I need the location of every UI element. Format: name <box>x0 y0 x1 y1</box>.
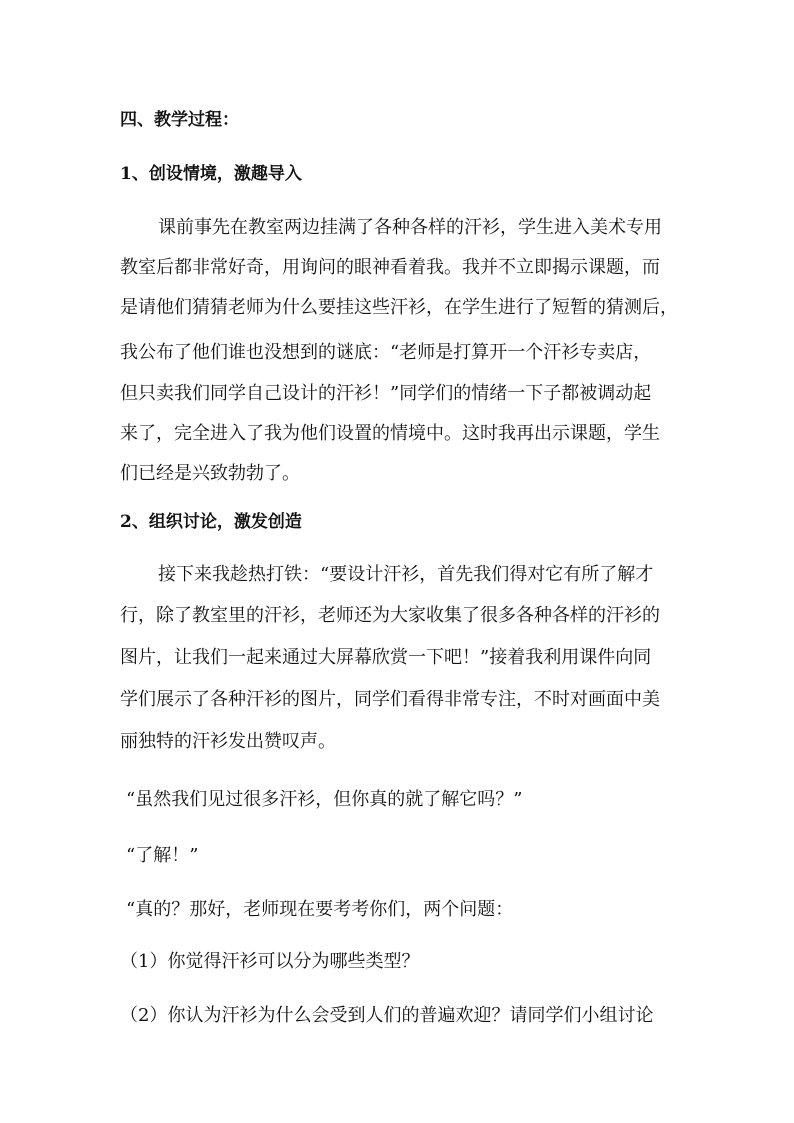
paragraph-1-line-6: 来了，完全进入了我为他们设置的情境中。这时我再出示课题，学生 <box>120 423 660 444</box>
paragraph-2-line-3: 图片，让我们一起来通过大屏幕欣赏一下吧！”接着我利用课件向同 <box>120 647 652 668</box>
question-2: （2）你认为汗衫为什么会受到人们的普遍欢迎？请同学们小组讨论 <box>120 1005 654 1026</box>
paragraph-1-line-1: 课前事先在教室两边挂满了各种各样的汗衫，学生进入美术专用 <box>158 217 662 238</box>
paragraph-1-line-3: 是请他们猜猜老师为什么要挂这些汗衫，在学生进行了短暂的猜测后， <box>120 297 678 318</box>
paragraph-2-line-2: 行，除了教室里的汗衫，老师还为大家收集了很多各种各样的汗衫的 <box>120 605 660 626</box>
subsection-1-title: 1、创设情境，激趣导入 <box>120 164 302 184</box>
paragraph-2-line-5: 丽独特的汗衫发出赞叹声。 <box>120 731 336 752</box>
paragraph-1-line-2: 教室后都非常好奇，用询问的眼神看着我。我并不立即揭示课题，而 <box>120 257 660 278</box>
question-1: （1）你觉得汗衫可以分为哪些类型？ <box>120 951 420 972</box>
paragraph-1-line-7: 们已经是兴致勃勃了。 <box>120 463 300 484</box>
subsection-2-title: 2、组织讨论，激发创造 <box>120 512 302 532</box>
dialogue-line-1: “虽然我们见过很多汗衫，但你真的就了解它吗？” <box>126 789 523 810</box>
dialogue-line-3: “真的？那好，老师现在要考考你们，两个问题： <box>126 899 514 920</box>
paragraph-1-line-4: 我公布了他们谁也没想到的谜底：“老师是打算开一个汗衫专卖店， <box>120 342 652 363</box>
section-title: 四、教学过程： <box>120 110 239 130</box>
paragraph-2-line-4: 学们展示了各种汗衫的图片，同学们看得非常专注，不时对画面中美 <box>120 689 660 710</box>
paragraph-2-line-1: 接下来我趁热打铁：“要设计汗衫，首先我们得对它有所了解才 <box>158 564 654 585</box>
dialogue-line-2: “了解！” <box>126 845 199 866</box>
paragraph-1-line-5: 但只卖我们同学自己设计的汗衫！”同学们的情绪一下子都被调动起 <box>120 383 652 404</box>
